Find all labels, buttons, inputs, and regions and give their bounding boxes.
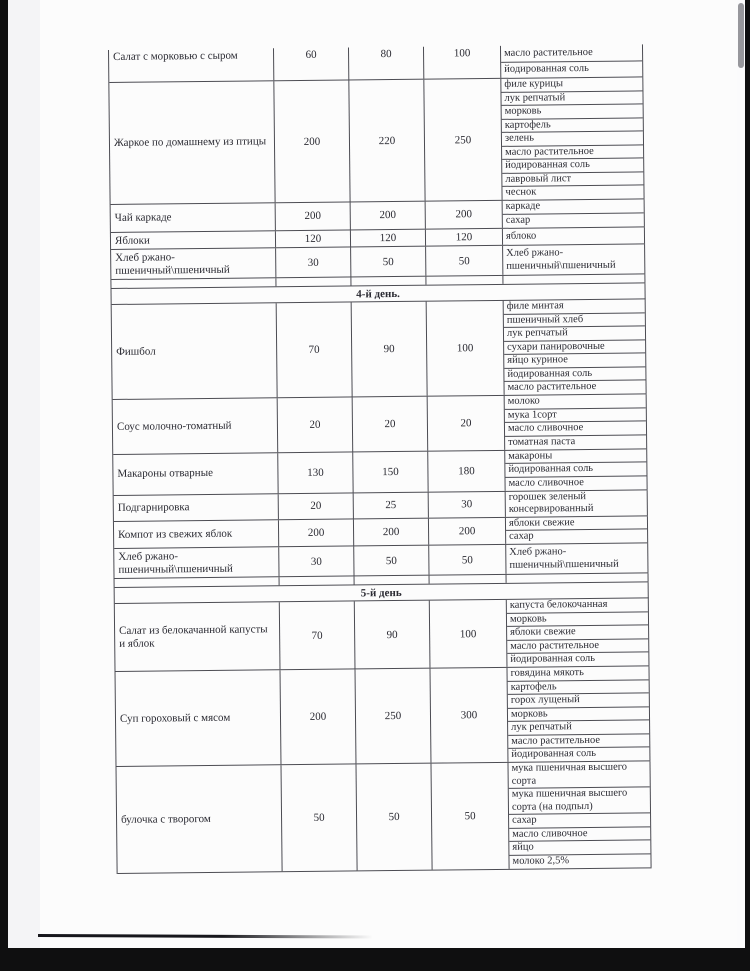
portion-cell	[276, 202, 351, 229]
ingredient-item: йодированная соль	[511, 748, 597, 761]
portion-value: 100	[453, 47, 471, 60]
empty-cell	[355, 576, 430, 585]
table-row	[113, 449, 647, 496]
portion-value: 200	[382, 525, 400, 538]
ingredient-item: морковь	[507, 612, 648, 627]
portion-cell	[351, 247, 426, 277]
table-row	[109, 77, 644, 205]
portion-value: 200	[309, 710, 327, 723]
portion-value: 180	[458, 464, 475, 477]
ingredient-item: лавровый лист	[502, 172, 643, 187]
portion-value: 70	[311, 629, 323, 642]
dish-name: Хлеб ржано-пшеничный\пшеничный	[115, 251, 230, 277]
dish-name: Соус молочно-томатный	[116, 419, 232, 433]
portion-value: 20	[310, 499, 322, 512]
portion-value: 130	[307, 466, 324, 479]
portion-cell	[427, 301, 505, 396]
ingredient-item: яблоки свежие	[507, 625, 648, 640]
menu-table	[108, 44, 652, 873]
dish-name: Компот из свежих яблок	[118, 527, 233, 541]
dish-name: булочка с творогом	[120, 812, 211, 826]
ingredient-item: томатная паста	[508, 435, 576, 448]
ingredient-item: горошек зеленый консервированный	[508, 490, 594, 515]
portion-value: 90	[383, 343, 395, 356]
portion-cell	[277, 302, 353, 397]
portion-value: 80	[380, 48, 392, 61]
portion-value: 20	[309, 418, 321, 431]
portion-cell	[281, 669, 357, 764]
portion-cell	[351, 229, 426, 246]
empty-cell	[426, 276, 503, 285]
ingredients-cell	[506, 543, 648, 573]
ingredient-item: Хлеб ржано-пшеничный\пшеничный	[509, 546, 619, 571]
ingredient-item: филе курицы	[501, 77, 642, 92]
portion-cell	[429, 491, 506, 517]
portion-value: 150	[382, 465, 399, 478]
portion-value: 30	[307, 256, 319, 269]
portion-cell	[353, 397, 429, 451]
ingredient-item: молоко 2,5%	[512, 854, 570, 867]
dish-name: Яблоки	[114, 234, 150, 247]
dish-name-cell	[113, 398, 279, 453]
empty-cell	[351, 277, 426, 286]
portion-value: 30	[461, 498, 473, 511]
portion-cell	[274, 80, 350, 202]
ingredients-cell	[501, 44, 643, 77]
portion-value: 250	[454, 133, 472, 146]
ingredient-item: яйцо	[509, 840, 650, 855]
ingredients-cell	[503, 199, 645, 227]
portion-cell	[355, 601, 431, 669]
ingredient-item: лук репчатый	[501, 91, 642, 106]
ingredient-item: лук репчатый	[508, 720, 649, 735]
scrollbar[interactable]	[737, 0, 745, 948]
dish-name-cell	[114, 547, 279, 578]
ingredient-item: филе минтая	[504, 299, 645, 314]
portion-cell	[351, 202, 426, 229]
ingredient-item: сухари панировочные	[504, 340, 645, 355]
portion-cell	[424, 79, 502, 201]
dish-name: Салат из белокачанной капусты и яблок	[119, 623, 268, 650]
ingredient-item: мука 1сорт	[505, 408, 646, 423]
ingredient-item: зелень	[502, 131, 643, 146]
table-row	[116, 666, 651, 767]
portion-cell	[354, 518, 429, 545]
portion-cell	[349, 47, 424, 80]
empty-cell	[280, 576, 355, 585]
dish-name-cell	[111, 203, 276, 231]
table-row	[115, 598, 650, 672]
portion-value: 50	[388, 810, 400, 823]
ingredients-cell	[503, 227, 645, 245]
ingredients-cell	[506, 516, 648, 544]
day-header-label: 5-й день	[360, 586, 402, 600]
portion-value: 50	[464, 809, 476, 823]
portion-value: 25	[385, 499, 397, 512]
portion-cell	[276, 247, 351, 277]
portion-value: 50	[382, 255, 394, 268]
portion-value: 30	[310, 555, 322, 568]
portion-value: 200	[458, 524, 476, 538]
portion-cell	[430, 668, 508, 763]
portion-cell	[431, 763, 509, 869]
ingredients-cell	[504, 299, 647, 394]
portion-cell	[354, 492, 429, 518]
ingredient-item: йодированная соль	[510, 653, 596, 666]
table-row	[112, 299, 647, 400]
table-row	[117, 761, 652, 873]
empty-cell	[276, 277, 351, 286]
portion-value: 50	[313, 811, 325, 824]
empty-cell	[507, 573, 649, 582]
portion-cell	[279, 519, 354, 546]
dish-name-cell	[111, 248, 276, 279]
portion-cell	[352, 302, 428, 397]
ingredient-item: йодированная соль	[504, 62, 589, 75]
ingredients-cell	[507, 666, 650, 761]
empty-cell	[503, 274, 645, 283]
ingredient-item: йодированная соль	[505, 462, 646, 477]
ingredient-item: яблоко	[505, 230, 537, 242]
dish-name: Суп гороховый с мясом	[119, 711, 231, 725]
dish-name-cell	[115, 602, 281, 671]
ingredient-item: сахар	[509, 530, 534, 543]
portion-value: 50	[385, 554, 397, 567]
ingredient-item: масло сливочное	[505, 421, 646, 436]
portion-cell	[276, 230, 351, 247]
dish-name-cell	[116, 670, 282, 766]
ingredients-cell	[501, 77, 644, 199]
portion-cell	[280, 601, 356, 669]
ingredients-cell	[503, 244, 645, 274]
dish-name-cell	[112, 303, 278, 399]
portion-value: 100	[456, 342, 474, 355]
portion-value: 200	[307, 526, 325, 539]
dish-name: Макароны отварные	[117, 467, 214, 481]
ingredient-item: говядина мякоть	[507, 666, 648, 681]
portion-value: 200	[304, 210, 322, 223]
ingredient-item: масло растительное	[501, 44, 642, 62]
portion-value: 60	[305, 48, 317, 61]
dish-name: Подгарнировка	[117, 500, 190, 514]
ingredient-item: мука пшеничная высшего сорта	[508, 761, 649, 788]
portion-cell	[429, 545, 506, 575]
document-page	[40, 0, 737, 948]
ingredient-item: масло растительное	[502, 145, 643, 160]
portion-value: 200	[379, 209, 397, 222]
portion-value: 200	[455, 208, 473, 221]
portion-value: 70	[308, 343, 320, 356]
ingredient-item: молоко	[505, 394, 646, 409]
ingredients-cell	[508, 761, 651, 868]
portion-value: 50	[458, 254, 470, 267]
portion-cell	[349, 80, 425, 202]
ingredient-item: морковь	[508, 707, 649, 722]
ingredients-cell	[505, 449, 647, 490]
portion-value: 250	[384, 709, 402, 723]
ingredient-item: масло сливочное	[509, 827, 650, 842]
portion-cell	[279, 493, 354, 519]
dish-name-cell	[114, 520, 279, 548]
dish-name: Хлеб ржано-пшеничный\пшеничный	[118, 550, 233, 576]
ingredient-item: морковь	[502, 104, 643, 119]
portion-cell	[430, 600, 508, 668]
ingredient-item: яйцо куриное	[504, 353, 645, 368]
portion-value: 20	[460, 416, 472, 430]
ingredient-item: йодированная соль	[504, 367, 645, 382]
portion-cell	[428, 396, 506, 450]
ingredient-item: йодированная соль	[502, 158, 643, 173]
portion-cell	[281, 764, 357, 870]
portion-cell	[426, 228, 503, 245]
ingredient-item: горох лущеный	[508, 693, 649, 708]
ingredient-item: Хлеб ржано-пшеничный\пшеничный	[506, 247, 616, 272]
portion-cell	[426, 246, 503, 276]
page-margin-gutter	[8, 0, 41, 948]
portion-cell	[353, 451, 428, 492]
ingredient-item: каркаде	[503, 199, 644, 214]
portion-cell	[428, 450, 505, 491]
portion-value: 120	[455, 230, 473, 244]
portion-cell	[429, 517, 506, 544]
dish-name: Фишбол	[116, 345, 156, 358]
table-row	[113, 394, 648, 454]
portion-value: 120	[379, 231, 397, 244]
ingredient-item: масло сливочное	[508, 476, 584, 489]
portion-cell	[354, 546, 429, 576]
portion-value: 20	[384, 417, 396, 430]
dish-name-cell	[109, 81, 275, 204]
portion-cell	[274, 47, 349, 80]
ingredient-item: масло растительное	[508, 734, 649, 749]
ingredient-item: капуста белокочанная	[507, 598, 648, 613]
ingredients-cell	[505, 394, 648, 449]
dish-name: Салат с морковью с сыром	[113, 49, 238, 63]
day-header-label: 4-й день.	[356, 287, 400, 301]
dish-name-cell	[109, 48, 274, 82]
portion-cell	[278, 397, 354, 451]
portion-value: 200	[303, 135, 321, 148]
ingredient-item: мука пшеничная высшего сорта (на подпыл)	[509, 787, 650, 814]
dish-name-cell	[111, 231, 276, 249]
empty-cell	[430, 575, 507, 584]
dish-name-cell	[113, 453, 278, 495]
portion-cell	[279, 546, 354, 576]
ingredients-cell	[506, 490, 648, 516]
ingredient-item: сахар	[509, 813, 650, 828]
ingredients-cell	[507, 598, 650, 666]
ingredient-item: картофель	[508, 680, 649, 695]
portion-value: 90	[386, 628, 398, 641]
ingredient-item: яблоки свежие	[506, 516, 647, 531]
scrollbar-thumb[interactable]	[738, 3, 744, 68]
ingredient-item: лук репчатый	[504, 326, 645, 341]
portion-value: 300	[460, 709, 478, 722]
dish-name: Жаркое по домашнему из птицы	[113, 135, 267, 150]
portion-value: 50	[461, 553, 473, 566]
dish-name: Чай каркаде	[114, 211, 172, 224]
table-row	[109, 44, 643, 83]
portion-cell	[356, 669, 432, 764]
portion-cell	[426, 201, 503, 228]
portion-value: 100	[459, 627, 477, 640]
ingredient-item: макароны	[505, 449, 646, 464]
portion-value: 120	[304, 232, 322, 245]
ingredient-item: картофель	[502, 118, 643, 133]
dish-name-cell	[117, 765, 283, 872]
ingredient-item: сахар	[505, 214, 531, 226]
dish-name-cell	[114, 494, 279, 521]
portion-cell	[356, 764, 432, 870]
ingredient-item: масло растительное	[507, 381, 597, 394]
portion-cell	[424, 46, 501, 79]
portion-cell	[278, 452, 353, 493]
ingredient-item: пшеничный хлеб	[504, 313, 645, 328]
ingredient-item: чеснок	[505, 186, 537, 199]
portion-value: 220	[378, 134, 396, 147]
ingredient-item: масло растительное	[507, 639, 648, 654]
